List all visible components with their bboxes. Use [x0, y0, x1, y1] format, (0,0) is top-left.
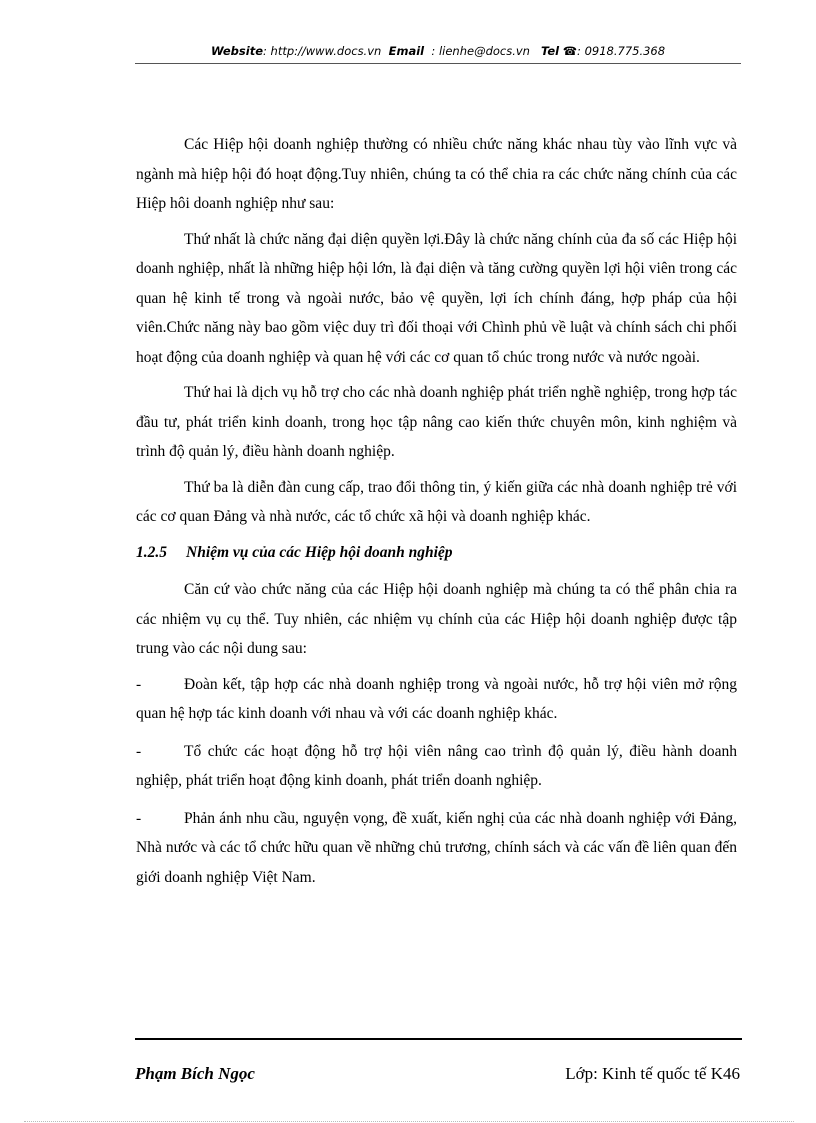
list-item-text: Đoàn kết, tập hợp các nhà doanh nghiệp trong và ngoài nước, hỗ trợ hội viên mở rộng quan hệ hợp tác kinh doanh với nhau và với các doanh nghiệp khác.: [136, 675, 737, 722]
website-value: : http://www.docs.vn: [263, 44, 382, 58]
page-edge: [24, 1121, 794, 1122]
bullet-marker: -: [136, 675, 142, 693]
paragraph-function-1: Thứ nhất là chức năng đại diện quyền lợi.Đây là chức năng chính của đa số các Hiệp hội doanh nghiệp, nhất là những hiệp hội lớn, là đại diện và tăng cường quyền lợi hội viên trong các quan hệ kinh tế trong và ngoài nước, bảo vệ quyền, lợi ích chính đáng, hợp pháp của hội viên.Chức năng này bao gồm việc duy trì đối thoại với Chình phủ về luật và chính sách chi phối hoạt động của doanh nghiệp và quan hệ với các cơ quan tổ chúc trong nước và nước ngoài.: [136, 230, 737, 366]
tel-label: Tel: [540, 44, 560, 58]
page-header: [135, 44, 741, 58]
email-value: : lienhe@docs.vn: [431, 44, 530, 58]
website-label: Website: [210, 44, 264, 58]
paragraph-functions-intro: Các Hiệp hội doanh nghiệp thường có nhiều chức năng khác nhau tùy vào lĩnh vực và ngành mà hiệp hội đó hoạt động.Tuy nhiên, chúng ta có thể chia ra các chức năng chính của các Hiệp hôi doanh nghiệp như sau:: [136, 136, 737, 212]
list-item-text: Tổ chức các hoạt động hỗ trợ hội viên nâng cao trình độ quản lý, điều hành doanh nghiệp, phát triển hoạt động kinh doanh, phát triển doanh nghiệp.: [136, 742, 737, 789]
header-divider: [135, 63, 741, 64]
bullet-marker: -: [136, 742, 142, 760]
footer-divider: [135, 1038, 742, 1040]
list-item: [136, 737, 737, 796]
document-body: [136, 130, 737, 900]
footer-author: Phạm Bích Ngọc: [135, 1064, 255, 1083]
section-title: Nhiệm vụ của các Hiệp hội doanh nghiệp: [186, 543, 453, 561]
phone-icon: ☎: [562, 44, 578, 58]
tel-value: : 0918.775.368: [577, 44, 666, 58]
section-heading: [136, 538, 737, 568]
bullet-marker: -: [136, 809, 142, 827]
footer-class: Lớp: Kinh tế quốc tế K46: [565, 1064, 740, 1083]
section-number: 1.2.5: [136, 543, 167, 561]
paragraph-function-3: Thứ ba là diễn đàn cung cấp, trao đổi thông tin, ý kiến giữa các nhà doanh nghiệp trẻ với các cơ quan Đảng và nhà nước, các tổ chức xã hội và doanh nghiệp khác.: [136, 478, 737, 525]
list-item-text: Phản ánh nhu cầu, nguyện vọng, đề xuất, kiến nghị của các nhà doanh nghiệp với Đảng, Nhà nước và các tổ chức hữu quan về những chủ trương, chính sách và các vấn đề liên quan đến giới doanh nghiệp Việt Nam.: [136, 809, 737, 886]
email-label: Email: [388, 44, 425, 58]
paragraph-function-2: Thứ hai là dịch vụ hỗ trợ cho các nhà doanh nghiệp phát triển nghề nghiệp, trong hợp tác đầu tư, phát triển kinh doanh, trong học tập nâng cao kiến thức chuyên môn, kinh nghiệm và trình độ quản lý, điều hành doanh nghiệp.: [136, 384, 737, 460]
paragraph-tasks-intro: Căn cứ vào chức năng của các Hiệp hội doanh nghiệp mà chúng ta có thể phân chia ra các nhiệm vụ cụ thể. Tuy nhiên, các nhiệm vụ chính của các Hiệp hội doanh nghiệp được tập trung vào các nội dung sau:: [136, 581, 737, 657]
list-item: [136, 804, 737, 893]
list-item: [136, 670, 737, 729]
